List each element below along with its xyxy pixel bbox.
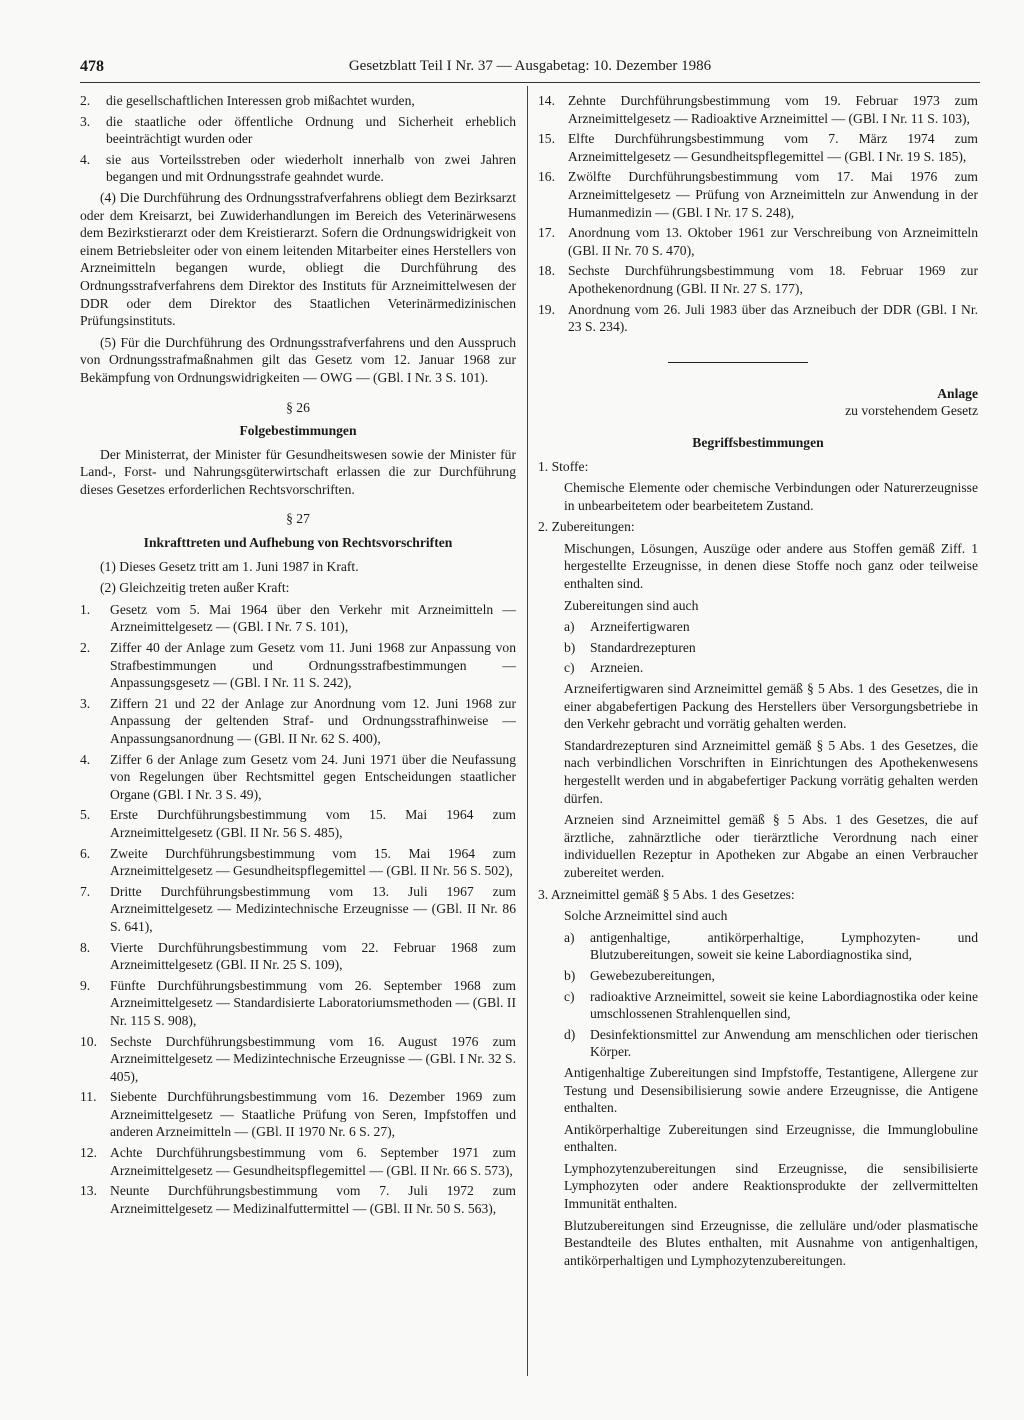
sublist-item	[538, 639, 978, 657]
list-item-number: 19.	[538, 301, 555, 317]
list-item-text: Neunte Durchführungsbestimmung vom 7. Juli 1972 zum Arzneimittelgesetz — Medizinalfuttermittel — (GBl. II Nr. 50 S. 563),	[110, 1183, 516, 1216]
list-item-number: 6.	[80, 845, 91, 861]
list-item-text: die staatliche oder öffentliche Ordnung und Sicherheit erheblich beeinträchtigt wurden oder	[106, 113, 516, 147]
list-item	[80, 939, 516, 974]
list-item	[80, 695, 516, 748]
definition-3-text: Solche Arzneimittel sind auch	[564, 908, 728, 924]
list-item	[538, 92, 978, 127]
right-column	[538, 92, 978, 1273]
list-item-text: sie aus Vorteilsstreben oder wiederholt innerhalb von zwei Jahren begangen und mit Ordnungsstrafe geahndet wurde.	[106, 151, 516, 185]
list-item-text: Standardrezepturen	[590, 639, 696, 655]
list-item-number: 3.	[80, 113, 91, 129]
penalty-conditions-list	[80, 92, 516, 186]
list-item-number: 2.	[80, 93, 91, 108]
repealed-laws-list	[80, 601, 516, 1218]
list-item-number: 2.	[80, 640, 91, 656]
definition-3-para-2: Antikörperhaltige Zubereitungen sind Erzeugnisse, die Immunglobuline enthalten.	[564, 1121, 978, 1155]
section-26-heading: § 26	[286, 399, 310, 415]
list-item-text: Arzneien.	[590, 660, 644, 676]
list-item-text: antigenhaltige, antikörperhaltige, Lymphozyten- und Blutzubereitungen, soweit sie keine Labordiagnostika sind,	[590, 929, 978, 963]
list-item-number: c)	[564, 660, 575, 676]
repealed-laws-list-continued	[538, 92, 978, 336]
sublist-item	[538, 659, 978, 677]
list-item-text: Achte Durchführungsbestimmung vom 6. September 1971 zum Arzneimittelgesetz — Gesundheitspflegemittel — (GBl. II Nr. 66 S. 573),	[110, 1145, 516, 1178]
list-item	[80, 113, 516, 148]
list-item-number: 5.	[80, 807, 91, 823]
definition-3-para-3: Lymphozytenzubereitungen sind Erzeugnisse, die sensibilisierte Lymphozyten oder andere Reaktionsprodukte der zellvermittelten Immunität enthalten.	[564, 1160, 978, 1212]
list-item-number: b)	[564, 639, 576, 655]
page-number: 478	[80, 58, 104, 75]
list-item-number: 15.	[538, 131, 555, 147]
list-item-text: Zehnte Durchführungsbestimmung vom 19. Februar 1973 zum Arzneimittelgesetz — Radioaktive Arzneimittel — (GBl. I Nr. 11 S. 103),	[568, 93, 978, 126]
list-item-text: Erste Durchführungsbestimmung vom 15. Mai 1964 zum Arzneimittelgesetz (GBl. II Nr. 56 S. 485),	[110, 807, 516, 840]
definition-3-para-1: Antigenhaltige Zubereitungen sind Impfstoffe, Testantigene, Allergene zur Testung und Desensibilisierung sowie andere Erzeugnisse, die Antigene enthalten.	[564, 1064, 978, 1116]
list-item	[80, 845, 516, 880]
list-item-number: 3.	[80, 695, 91, 711]
list-item-number: 4.	[80, 751, 91, 767]
definition-1-text: Chemische Elemente oder chemische Verbindungen oder Naturerzeugnisse in unbearbeitetem oder bearbeitetem Zustand.	[564, 480, 978, 513]
list-item-number: 11.	[80, 1089, 97, 1105]
list-item	[80, 977, 516, 1030]
paragraph-4: (4) Die Durchführung des Ordnungsstrafverfahrens obliegt dem Bezirksarzt oder dem Kreisarzt, bei Zuwiderhandlungen im Bereich des Veterinärwesens dem Bezirkstierarzt oder dem Kreistierarzt. Sofern die Ordnungswidrigkeit von einem Betriebsleiter oder von einem leitenden Mitarbeiter eines Herstellers von Arzneimitteln begangen wurde, obliegt die Durchführung des Ordnungsstrafverfahrens dem Direktor des Instituts für Arzneimittelwesen der DDR oder dem Direktor des Staatlichen Veterinärmedizinischen Prüfungsinstituts.	[80, 189, 516, 329]
list-item	[80, 1144, 516, 1179]
list-item-text: Siebente Durchführungsbestimmung vom 16. Dezember 1969 zum Arzneimittelgesetz — Staatliche Prüfung von Seren, Impfstoffen und anderen Arzneimitteln — (GBl. II 1970 Nr. 6 S. 27),	[110, 1089, 516, 1140]
list-item-text: Anordnung vom 13. Oktober 1961 zur Verschreibung von Arzneimitteln (GBl. II Nr. 70 S. 470),	[568, 225, 978, 258]
list-item-text: Vierte Durchführungsbestimmung vom 22. Februar 1968 zum Arzneimittelgesetz (GBl. II Nr. 25 S. 109),	[110, 939, 516, 973]
list-item	[538, 262, 978, 297]
list-item	[80, 883, 516, 936]
list-item	[80, 92, 516, 110]
list-item	[80, 601, 516, 636]
list-item	[80, 751, 516, 804]
list-item	[80, 1033, 516, 1086]
list-item	[538, 224, 978, 259]
list-item	[80, 639, 516, 692]
sublist-item	[538, 988, 978, 1023]
list-item-number: 12.	[80, 1145, 97, 1161]
list-item	[80, 1182, 516, 1217]
list-item-text: Desinfektionsmittel zur Anwendung am menschlichen oder tierischen Körper.	[590, 1026, 978, 1060]
list-item-text: Ziffern 21 und 22 der Anlage zur Anordnung vom 12. Juni 1968 zur Anpassung der geltenden Straf- und Ordnungsstrafhinweise — Anpassungsanordnung — (GBl. II Nr. 62 S. 400),	[110, 695, 516, 746]
definitions-title: Begriffsbestimmungen	[692, 434, 824, 450]
definition-2-para-2: Standardrezepturen sind Arzneimittel gemäß § 5 Abs. 1 des Gesetzes, die nach verbindlichen Vorschriften in Einrichtungen des Apothekenwesens hergestellt werden und in abgabefertiger Packung vorrätig gehalten werden dürfen.	[564, 737, 978, 806]
list-item-number: 4.	[80, 151, 91, 167]
list-item-number: b)	[564, 967, 576, 983]
list-item	[80, 151, 516, 186]
section-27-para-2: (2) Gleichzeitig treten außer Kraft:	[100, 580, 290, 596]
list-item-number: 17.	[538, 225, 555, 241]
list-item-text: Fünfte Durchführungsbestimmung vom 26. September 1968 zum Arzneimittelgesetz — Standardisierte Laboratoriumsmethoden — (GBl. II Nr. 115 S. 908),	[110, 977, 516, 1028]
list-item-text: radioaktive Arzneimittel, soweit sie keine Labordiagnostika oder keine umschlossenen Strahlenquellen sind,	[590, 988, 978, 1022]
sublist-item	[538, 1026, 978, 1061]
list-item-number: 18.	[538, 263, 555, 279]
list-item-number: a)	[564, 929, 575, 945]
sublist-item	[538, 967, 978, 985]
sublist-item	[538, 929, 978, 964]
column-divider	[527, 86, 528, 1376]
list-item-text: die gesellschaftlichen Interessen grob mißachtet wurden,	[106, 93, 415, 108]
list-item-number: 8.	[80, 939, 91, 955]
definition-2-text: Mischungen, Lösungen, Auszüge oder andere aus Stoffen gemäß Ziff. 1 hergestellte Erzeugnisse, in denen diese Stoffe noch ganz oder teilweise enthalten sind.	[564, 540, 978, 592]
list-item-text: Elfte Durchführungsbestimmung vom 7. März 1974 zum Arzneimittelgesetz — Gesundheitspflegemittel — (GBl. I Nr. 19 S. 185),	[568, 131, 978, 164]
list-item	[538, 301, 978, 336]
definition-1-label: 1. Stoffe:	[538, 458, 589, 474]
list-item-number: 1.	[80, 601, 91, 617]
left-column	[80, 92, 516, 1220]
list-item	[80, 1088, 516, 1141]
list-item-number: d)	[564, 1026, 576, 1042]
list-item-number: a)	[564, 619, 575, 635]
section-27-heading: § 27	[286, 511, 310, 527]
definition-3-para-4: Blutzubereitungen sind Erzeugnisse, die zelluläre und/oder plasmatische Bestandteile des Blutes enthalten, mit Ausnahme von antigenhaltigen, antikörperhaltigen und Lymphozytenzubereitungen.	[564, 1217, 978, 1268]
list-item	[538, 130, 978, 165]
list-item-text: Dritte Durchführungsbestimmung vom 13. Juli 1967 zum Arzneimittelgesetz — Medizintechnische Erzeugnisse — (GBl. II Nr. 86 S. 641),	[110, 883, 516, 934]
list-item-text: Sechste Durchführungsbestimmung vom 16. August 1976 zum Arzneimittelgesetz — Medizintechnische Erzeugnisse — (GBl. I Nr. 32 S. 405),	[110, 1033, 516, 1084]
definition-2-text-2: Zubereitungen sind auch	[564, 597, 699, 613]
sublist-item	[538, 618, 978, 636]
paragraph-5: (5) Für die Durchführung des Ordnungsstrafverfahrens und den Ausspruch von Ordnungsstrafmaßnahmen gilt das Gesetz vom 12. Januar 1968 zur Bekämpfung von Ordnungswidrigkeiten — OWG — (GBl. I Nr. 3 S. 101).	[80, 334, 516, 385]
list-item-text: Arzneifertigwaren	[590, 619, 690, 635]
section-27-para-1: (1) Dieses Gesetz tritt am 1. Juni 1987 in Kraft.	[100, 558, 359, 574]
list-item-text: Gesetz vom 5. Mai 1964 über den Verkehr mit Arzneimitteln — Arzneimittelgesetz — (GBl. I Nr. 7 S. 101),	[110, 601, 516, 635]
section-27-title: Inkrafttreten und Aufhebung von Rechtsvorschriften	[143, 535, 453, 551]
list-item-number: 13.	[80, 1183, 97, 1199]
definition-3-sublist	[538, 929, 978, 1061]
definition-2-sublist	[538, 618, 978, 677]
list-item-text: Zweite Durchführungsbestimmung vom 15. Mai 1964 zum Arzneimittelgesetz — Gesundheitspflegemittel — (GBl. II Nr. 56 S. 502),	[110, 845, 516, 879]
list-item-number: 7.	[80, 883, 91, 899]
list-item-text: Sechste Durchführungsbestimmung vom 18. Februar 1969 zur Apothekenordnung (GBl. II Nr. 27 S. 177),	[568, 263, 978, 296]
section-26-text: Der Ministerrat, der Minister für Gesundheitswesen sowie der Minister für Land-, Forst- und Nahrungsgüterwirtschaft erlassen die zur Durchführung dieses Gesetzes erforderlichen Rechtsvorschriften.	[80, 446, 516, 497]
list-item-number: c)	[564, 988, 575, 1004]
annex-title: Anlage	[937, 385, 978, 401]
list-item-text: Ziffer 6 der Anlage zum Gesetz vom 24. Juni 1971 über die Neufassung von Regelungen über Rechtsmittel gegen Entscheidungen staatlicher Organe (GBl. I Nr. 3 S. 49),	[110, 751, 516, 802]
annex-subtitle: zu vorstehendem Gesetz	[845, 403, 978, 419]
definition-3-label: 3. Arzneimittel gemäß § 5 Abs. 1 des Gesetzes:	[538, 886, 795, 902]
list-item-number: 16.	[538, 169, 555, 185]
definition-2-label: 2. Zubereitungen:	[538, 519, 635, 535]
header-rule	[80, 82, 980, 83]
definition-2-para-3: Arzneien sind Arzneimittel gemäß § 5 Abs. 1 des Gesetzes, die auf ärztliche, zahnärztliche oder tierärztliche Verordnung nach einer individuellen Rezeptur in Apotheken zur Abgabe an einen Verbraucher zubereitet werden.	[564, 812, 978, 880]
list-item-number: 9.	[80, 977, 91, 993]
separator-rule	[668, 362, 808, 363]
list-item-number: 14.	[538, 93, 555, 108]
list-item-text: Ziffer 40 der Anlage zum Gesetz vom 11. Juni 1968 zur Anpassung von Strafbestimmungen und Ordnungsstrafbestimmungen — Anpassungsgesetz — (GBl. I Nr. 11 S. 242),	[110, 640, 516, 691]
list-item-text: Gewebezubereitungen,	[590, 967, 715, 983]
definition-2-para-1: Arzneifertigwaren sind Arzneimittel gemäß § 5 Abs. 1 des Gesetzes, die in einer abgabefertigen Packung des Herstellers über Versorgungsbetriebe in den Verkehr gebracht und vorrätig gehalten werden.	[564, 681, 978, 732]
list-item	[538, 168, 978, 221]
list-item-number: 10.	[80, 1033, 97, 1049]
list-item	[80, 806, 516, 841]
list-item-text: Zwölfte Durchführungsbestimmung vom 17. Mai 1976 zum Arzneimittelgesetz — Prüfung von Arzneimitteln zur Anwendung in der Humanmedizin — (GBl. I Nr. 17 S. 248),	[568, 169, 978, 220]
section-26-title: Folgebestimmungen	[239, 423, 357, 439]
list-item-text: Anordnung vom 26. Juli 1983 über das Arzneibuch der DDR (GBl. I Nr. 23 S. 234).	[568, 301, 978, 335]
header-title: Gesetzblatt Teil I Nr. 37 — Ausgabetag: 10. Dezember 1986	[348, 58, 712, 74]
